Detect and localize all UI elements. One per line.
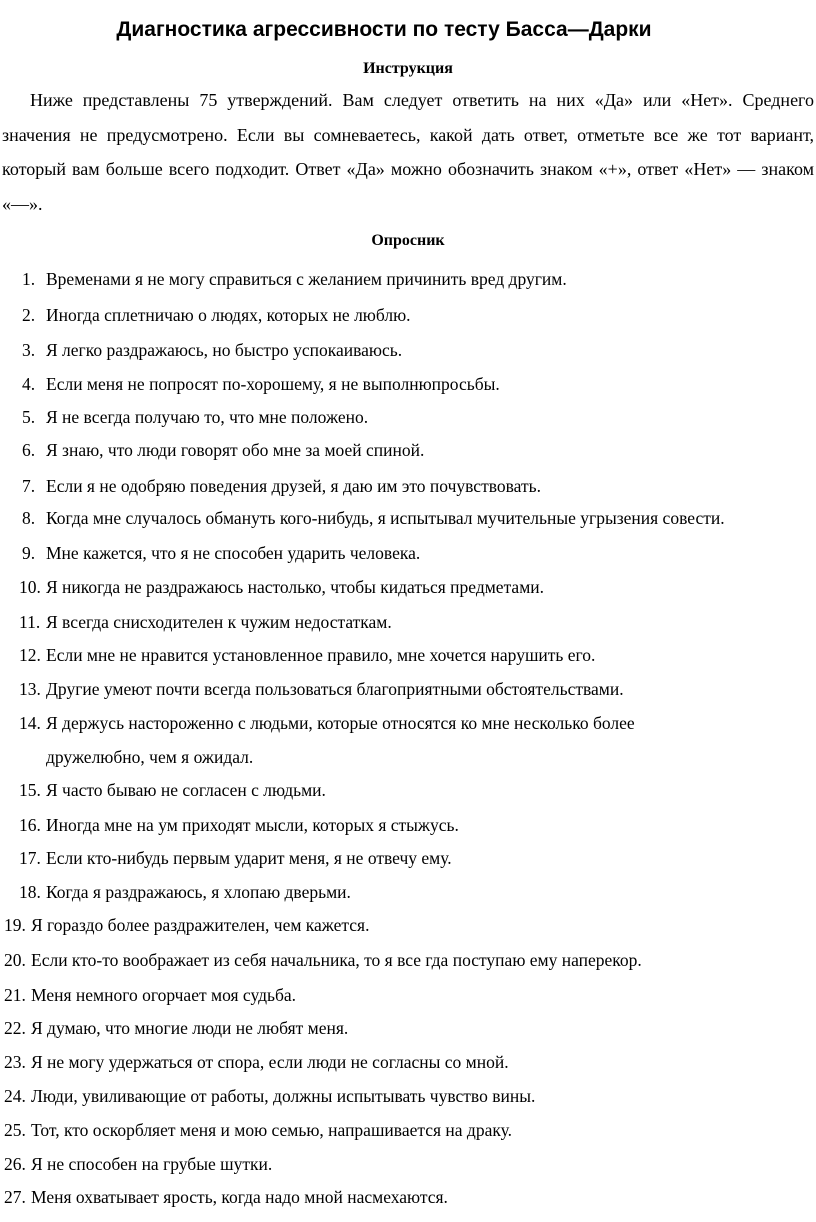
- item-number: 26.: [4, 1154, 26, 1174]
- page-title: Диагностика агрессивности по тесту Басса—Дарки: [116, 18, 652, 41]
- item-text: Люди, увиливающие от работы, должны испытывать чувство вины.: [31, 1086, 536, 1106]
- item-number: 8.: [22, 508, 36, 528]
- item-number: 6.: [22, 440, 36, 460]
- item-number: 5.: [22, 407, 36, 427]
- item-number: 7.: [22, 476, 36, 496]
- item-text: Если мне не нравится установленное правило, мне хочется нарушить его.: [46, 645, 596, 665]
- item-number: 19.: [4, 915, 26, 935]
- item-text: Я никогда не раздражаюсь настолько, чтобы кидаться предметами.: [46, 577, 545, 597]
- item-text: Другие умеют почти всегда пользоваться благоприятными обстоятельствами.: [46, 679, 624, 699]
- item-number: 4.: [22, 374, 36, 394]
- item-number: 27.: [4, 1187, 26, 1207]
- item-number: 2.: [22, 305, 36, 325]
- item-number: 11.: [19, 612, 41, 632]
- item-text: Я всегда снисходителен к чужим недостаткам.: [46, 612, 392, 632]
- item-text: Я не всегда получаю то, что мне положено.: [46, 407, 369, 427]
- item-number: 22.: [4, 1018, 26, 1038]
- item-number: 21.: [4, 985, 26, 1005]
- item-text: Если кто-нибудь первым ударит меня, я не отвечу ему.: [46, 848, 452, 868]
- item-number: 15.: [19, 780, 41, 800]
- item-text: Временами я не могу справиться с желанием причинить вред другим.: [46, 269, 567, 289]
- item-text: Я гораздо более раздражителен, чем кажется.: [31, 915, 370, 935]
- item-text: Мне кажется, что я не способен ударить человека.: [46, 543, 421, 563]
- item-number: 12.: [19, 645, 41, 665]
- item-text: Я не способен на грубые шутки.: [31, 1154, 273, 1174]
- item-number: 20.: [4, 950, 26, 970]
- item-number: 9.: [22, 543, 36, 563]
- item-text: Я держусь настороженно с людьми, которые относятся ко мне несколько более: [46, 713, 635, 733]
- item-text: Тот, кто оскорбляет меня и мою семью, напрашивается на драку.: [31, 1120, 512, 1140]
- item-text: Я думаю, что многие люди не любят меня.: [31, 1018, 349, 1038]
- item-text: Меня немного огорчает моя судьба.: [31, 985, 297, 1005]
- item-text: Меня охватывает ярость, когда надо мной насмехаются.: [31, 1187, 448, 1207]
- item-number: 13.: [19, 679, 41, 699]
- item-text: Я не могу удержаться от спора, если люди не согласны со мной.: [31, 1052, 509, 1072]
- item-text-continuation: дружелюбно, чем я ожидал.: [46, 747, 254, 767]
- item-number: 3.: [22, 340, 36, 360]
- item-text: Если меня не попросят по-хорошему, я не выполнюпросьбы.: [46, 374, 500, 394]
- instruction-heading: Инструкция: [363, 60, 453, 77]
- item-text: Иногда сплетничаю о людях, которых не люблю.: [46, 305, 411, 325]
- item-text: Я знаю, что люди говорят обо мне за моей спиной.: [46, 440, 425, 460]
- item-number: 1.: [22, 269, 36, 289]
- item-text: Когда мне случалось обмануть кого-нибудь, я испытывал мучительные угрызения совести.: [46, 508, 725, 528]
- item-number: 24.: [4, 1086, 26, 1106]
- instruction-text: Ниже представлены 75 утверждений. Вам следует ответить на них «Да» или «Нет». Среднего значения не предусмотрено. Если вы сомневаетесь, какой дать ответ, отметьте все же тот вариант, который вам больше всего подходит. Ответ «Да» можно обозначить знаком «+», ответ «Нет» — знаком «—».: [2, 90, 814, 214]
- item-number: 23.: [4, 1052, 26, 1072]
- item-text: Я легко раздражаюсь, но быстро успокаиваюсь.: [46, 340, 403, 360]
- item-number: 16.: [19, 815, 41, 835]
- item-number: 14.: [19, 713, 41, 733]
- item-number: 18.: [19, 882, 41, 902]
- questionnaire-heading: Опросник: [371, 232, 445, 249]
- item-number: 25.: [4, 1120, 26, 1140]
- item-text: Я часто бываю не согласен с людьми.: [46, 780, 326, 800]
- item-text: Когда я раздражаюсь, я хлопаю дверьми.: [46, 882, 351, 902]
- item-text: Если я не одобряю поведения друзей, я даю им это почувствовать.: [46, 476, 541, 496]
- item-text: Иногда мне на ум приходят мысли, которых я стыжусь.: [46, 815, 459, 835]
- item-number: 17.: [19, 848, 41, 868]
- item-number: 10.: [19, 577, 41, 597]
- item-text: Если кто-то воображает из себя начальника, то я все гда поступаю ему наперекор.: [31, 950, 642, 970]
